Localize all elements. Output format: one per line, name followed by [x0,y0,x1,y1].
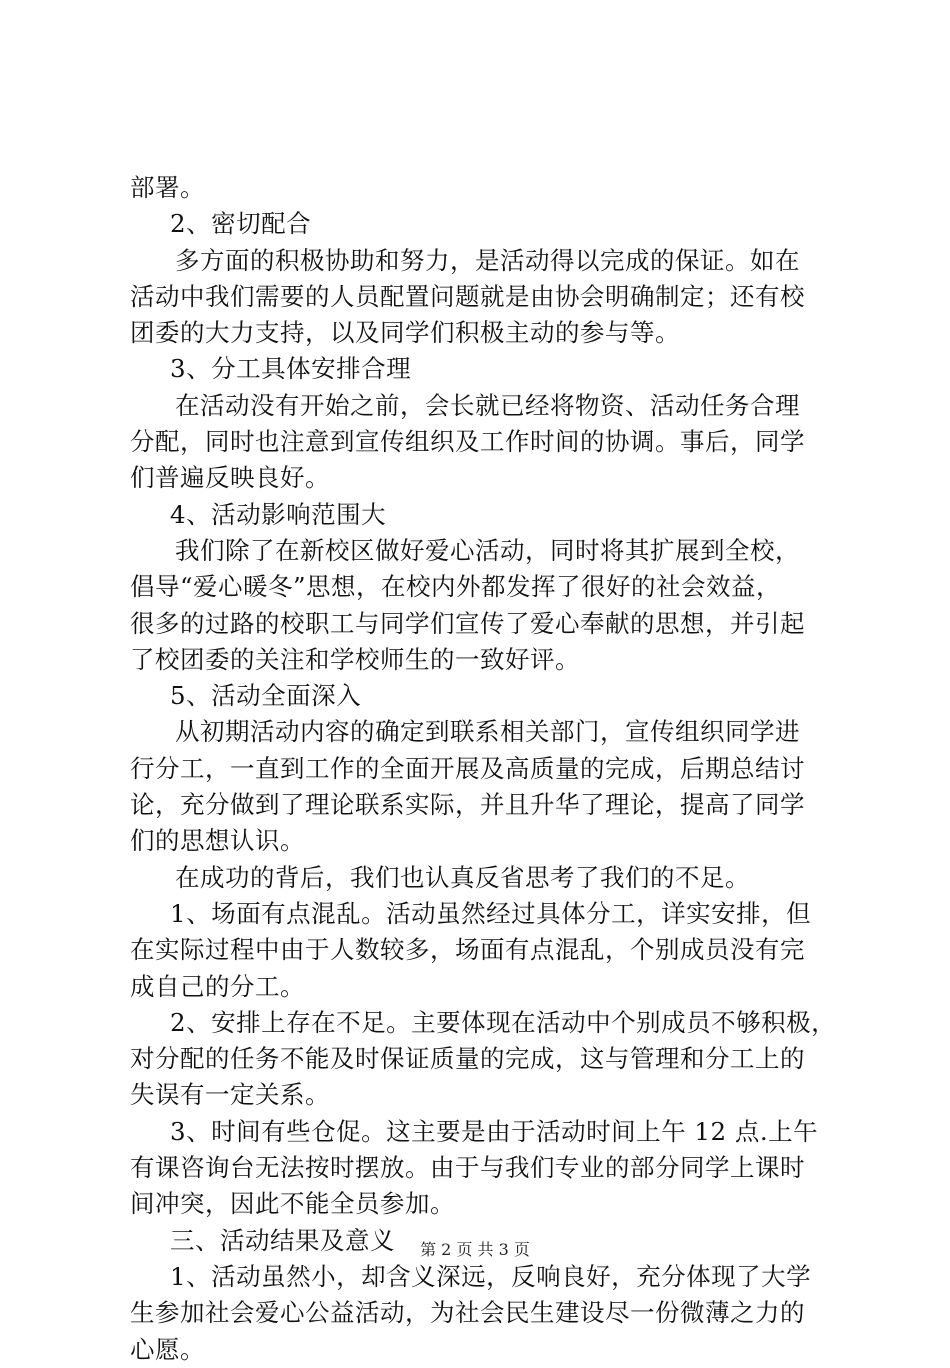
text-line: 间冲突，因此不能全员参加。 [130,1189,455,1219]
text-line: 了校团委的关注和学校师生的一致好评。 [130,644,580,674]
text-line: 多方面的积极协助和努力，是活动得以完成的保证。如在 [175,245,800,275]
text-line: 行分工，一直到工作的全面开展及高质量的完成，后期总结讨 [130,753,805,783]
section-heading: 三、活动结果及意义 [170,1225,395,1255]
text-line: 很多的过路的校职工与同学们宣传了爱心奉献的思想，并引起 [130,608,805,638]
text-line: 在实际过程中由于人数较多，场面有点混乱，个别成员没有完 [130,935,805,965]
section-heading: 4、活动影响范围大 [170,499,387,529]
text-line: 2、安排上存在不足。主要体现在活动中个别成员不够积极， [170,1007,837,1037]
text-line: 分配，同时也注意到宣传组织及工作时间的协调。事后，同学 [130,427,805,457]
text-line: 论，充分做到了理论联系实际，并且升华了理论，提高了同学 [130,790,805,820]
text-line: 们的思想认识。 [130,826,305,856]
text-line: 在活动没有开始之前，会长就已经将物资、活动任务合理 [175,390,800,420]
text-line: 对分配的任务不能及时保证质量的完成，这与管理和分工上的 [130,1044,805,1074]
text-line: 3、时间有些仓促。这主要是由于活动时间上午 12 点.上午 [170,1116,819,1146]
text-line: 生参加社会爱心公益活动，为社会民生建设尽一份微薄之力的 [130,1298,805,1328]
text-line: 活动中我们需要的人员配置问题就是由协会明确制定；还有校 [130,281,805,311]
text-line: 倡导“爱心暖冬”思想，在校内外都发挥了很好的社会效益， [130,572,782,602]
page-number: 第 2 页 共 3 页 [420,1240,530,1259]
section-heading: 5、活动全面深入 [170,681,362,711]
text-line: 心愿。 [130,1334,205,1364]
text-line: 有课咨询台无法按时摆放。由于与我们专业的部分同学上课时 [130,1153,805,1183]
text-line: 团委的大力支持，以及同学们积极主动的参与等。 [130,318,680,348]
text-line: 从初期活动内容的确定到联系相关部门，宣传组织同学进 [175,717,800,747]
text-line: 1、场面有点混乱。活动虽然经过具体分工，详实安排，但 [170,898,812,928]
text-line: 在成功的背后，我们也认真反省思考了我们的不足。 [175,862,750,892]
text-line: 我们除了在新校区做好爱心活动，同时将其扩展到全校， [175,535,800,565]
document-body [130,170,837,1368]
section-heading: 3、分工具体安排合理 [170,354,412,384]
section-heading: 2、密切配合 [170,209,312,239]
text-line: 成自己的分工。 [130,971,305,1001]
text-line: 1、活动虽然小，却含义深远，反响良好，充分体现了大学 [170,1261,812,1291]
text-line: 部署。 [130,173,205,202]
text-line: 失误有一定关系。 [130,1080,330,1110]
text-line: 们普遍反映良好。 [130,463,330,493]
